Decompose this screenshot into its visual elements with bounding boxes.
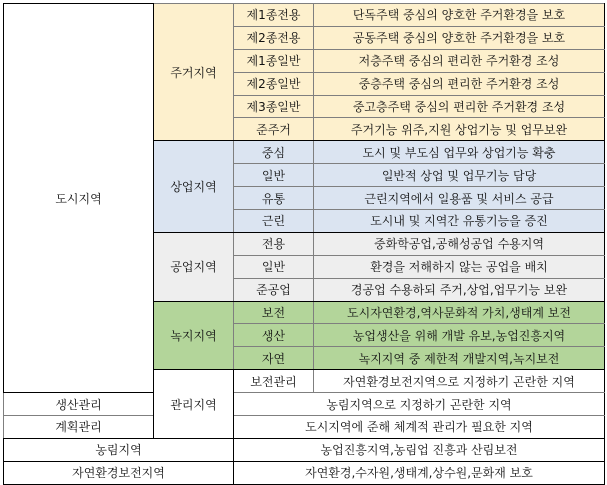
- subcategory-residential: 주거지역: [154, 4, 234, 141]
- table-row: [4, 438, 605, 461]
- zone-name: 생산: [234, 324, 314, 347]
- zone-name: 보전: [234, 301, 314, 324]
- zone-description: 중층주택 중심의 편리한 주거환경 조성: [314, 72, 605, 95]
- zone-name: 준공업: [234, 278, 314, 301]
- category-nature-conservation: 자연환경보전지역: [4, 461, 234, 484]
- subcategory-commercial: 상업지역: [154, 141, 234, 233]
- zone-description: 농업진흥지역,농림업 진흥과 산림보전: [234, 438, 605, 461]
- zone-description: 환경을 저해하지 않는 공업을 배치: [314, 255, 605, 278]
- zone-description: 녹지지역 중 제한적 개발지역,녹지보전: [314, 347, 605, 370]
- category-agricultural: 농림지역: [4, 438, 234, 461]
- zone-description: 도시 및 부도심 업무와 상업기능 확충: [314, 141, 605, 164]
- zone-description: 도시지역에 준해 체계적 관리가 필요한 지역: [234, 416, 605, 439]
- zone-description: 저층주택 중심의 편리한 주거환경 조성: [314, 49, 605, 72]
- zone-name: 제1종일반: [234, 49, 314, 72]
- zone-name: 제3종일반: [234, 95, 314, 118]
- zone-description: 중화학공업,공해성공업 수용지역: [314, 232, 605, 255]
- zone-name: 근린: [234, 210, 314, 233]
- zone-description: 농림지역으로 지정하기 곤란한 지역: [234, 393, 605, 416]
- zone-name: 일반: [234, 164, 314, 187]
- table-row: [4, 416, 605, 439]
- zone-description: 자연환경,수자원,생태계,상수원,문화재 보호: [234, 461, 605, 484]
- zone-description: 단독주택 중심의 양호한 주거환경을 보호: [314, 4, 605, 27]
- zone-name: 생산관리: [4, 393, 154, 416]
- zone-name: 중심: [234, 141, 314, 164]
- table-row: [4, 4, 605, 27]
- subcategory-green: 녹지지역: [154, 301, 234, 370]
- zone-name: 전용: [234, 232, 314, 255]
- subcategory-industrial: 공업지역: [154, 232, 234, 301]
- zone-name: 보전관리: [234, 370, 314, 393]
- zone-description: 경공업 수용하되 주거,상업,업무기능 보완: [314, 278, 605, 301]
- table-row: [4, 461, 605, 484]
- zone-name: 제2종전용: [234, 26, 314, 49]
- zone-name: 계획관리: [4, 416, 154, 439]
- zone-name: 제2종일반: [234, 72, 314, 95]
- zone-description: 중고층주택 중심의 편리한 주거환경 조성: [314, 95, 605, 118]
- table-row: [4, 393, 605, 416]
- category-urban: 도시지역: [4, 4, 154, 393]
- zone-name: 일반: [234, 255, 314, 278]
- zone-description: 도시자연환경,역사문화적 가치,생태계 보전: [314, 301, 605, 324]
- zone-description: 도시내 및 지역간 유통기능을 증진: [314, 210, 605, 233]
- zone-description: 공동주택 중심의 양호한 주거환경을 보호: [314, 26, 605, 49]
- zone-name: 준주거: [234, 118, 314, 141]
- zone-name: 유통: [234, 187, 314, 210]
- zone-description: 자연환경보전지역으로 지정하기 곤란한 지역: [314, 370, 605, 393]
- zone-name: 자연: [234, 347, 314, 370]
- category-management: 관리지역: [154, 370, 234, 439]
- zoning-table: [3, 3, 605, 485]
- zone-description: 농업생산을 위해 개발 유보,농업진흥지역: [314, 324, 605, 347]
- zone-description: 근린지역에서 일용품 및 서비스 공급: [314, 187, 605, 210]
- zone-description: 일반적 상업 및 업무기능 담당: [314, 164, 605, 187]
- zone-description: 주거기능 위주,지원 상업기능 및 업무보완: [314, 118, 605, 141]
- zone-name: 제1종전용: [234, 4, 314, 27]
